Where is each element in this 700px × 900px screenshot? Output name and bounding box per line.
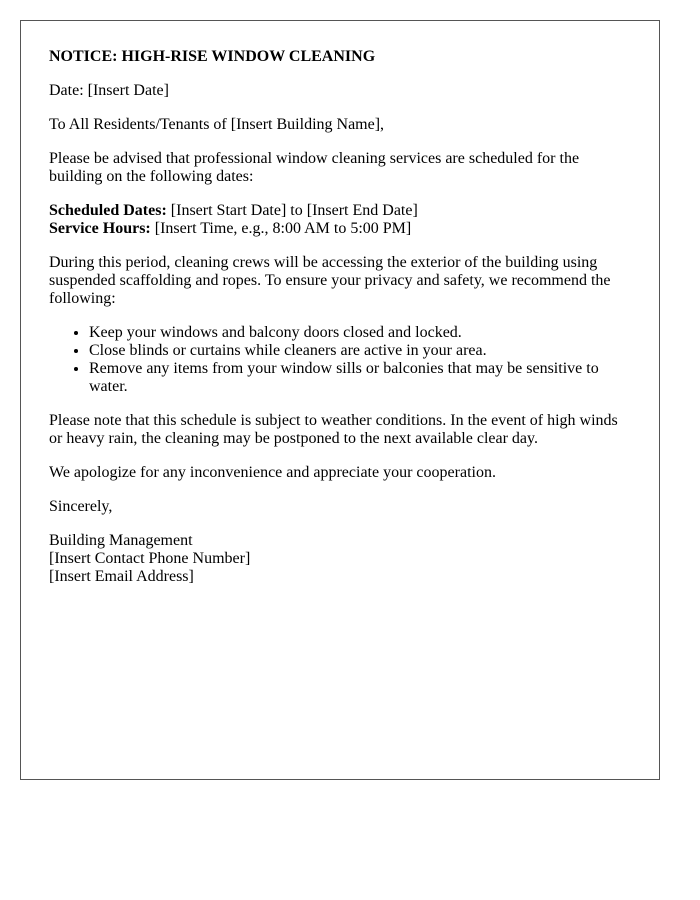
recommendations-list [49, 324, 631, 396]
closing: Sincerely, [49, 498, 113, 515]
signature-email: [Insert Email Address] [49, 568, 194, 585]
scheduled-dates-label: Scheduled Dates: [49, 202, 167, 219]
notice-document [20, 20, 660, 780]
scheduled-dates-value: [Insert Start Date] to [Insert End Date] [166, 202, 418, 219]
apology: We apologize for any inconvenience and appreciate your cooperation. [49, 464, 496, 481]
list-item: • Close blinds or curtains while cleaners are active in your area. [89, 342, 631, 360]
signature-block [49, 532, 631, 586]
salutation: To All Residents/Tenants of [Insert Building Name], [49, 116, 385, 133]
schedule-block [49, 202, 631, 238]
notice-title: NOTICE: HIGH-RISE WINDOW CLEANING [49, 48, 376, 65]
intro-paragraph: Please be advised that professional window cleaning services are scheduled for the building on the following dates: [49, 150, 580, 185]
date-line: Date: [Insert Date] [49, 82, 169, 99]
service-hours-label: Service Hours: [49, 220, 151, 237]
weather-note: Please note that this schedule is subject to weather conditions. In the event of high winds or heavy rain, the cleaning may be postponed to the next available clear day. [49, 412, 618, 447]
signature-phone: [Insert Contact Phone Number] [49, 550, 251, 567]
signature-name: Building Management [49, 532, 193, 549]
period-paragraph: During this period, cleaning crews will be accessing the exterior of the building using suspended scaffolding and ropes. To ensure your privacy and safety, we recommend the following: [49, 254, 611, 307]
list-item: • Keep your windows and balcony doors closed and locked. [89, 324, 631, 342]
service-hours-value: [Insert Time, e.g., 8:00 AM to 5:00 PM] [150, 220, 412, 237]
list-item: • Remove any items from your window sills or balconies that may be sensitive to water. [89, 360, 631, 396]
